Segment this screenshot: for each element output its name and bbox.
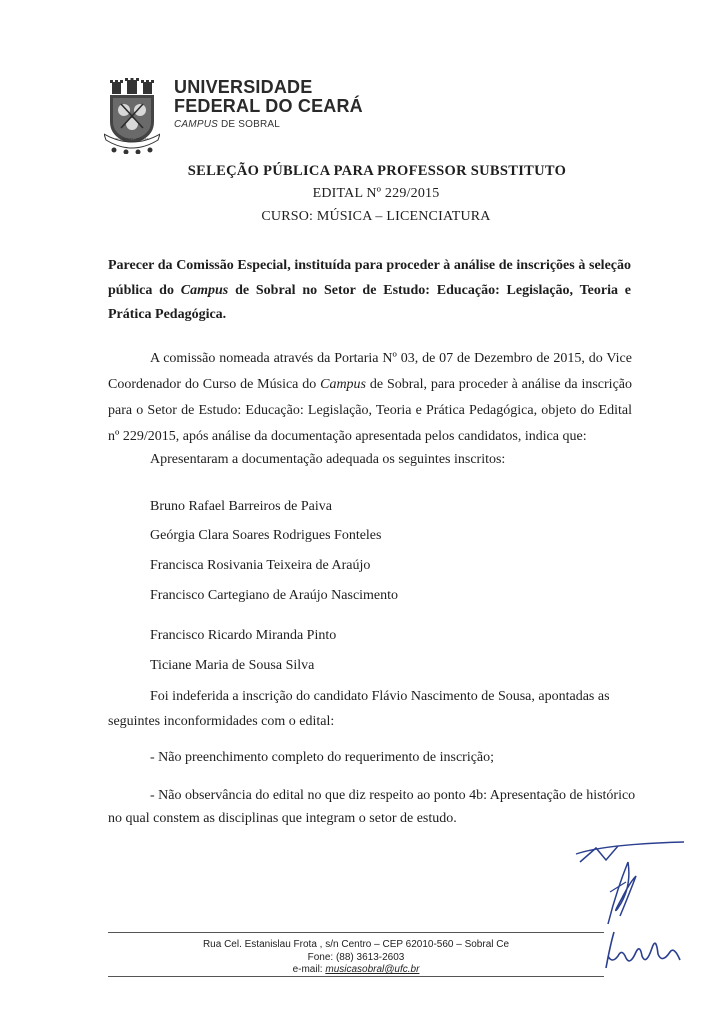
footer-address: Rua Cel. Estanislau Frota , s/n Centro – CEP 62010-560 – Sobral Ce [202,939,510,950]
selection-title: SELEÇÃO PÚBLICA PARA PROFESSOR SUBSTITUTO [187,163,567,179]
campus-rest: DE SOBRAL [217,119,281,130]
parecer-heading [108,254,631,328]
footer-bottom-rule [108,976,604,977]
edital-number: EDITAL Nº 229/2015 [312,186,440,201]
campus-italic: CAMPUS [174,119,218,130]
university-name-line1: UNIVERSIDADE [174,77,313,97]
footer-top-rule [108,932,604,933]
footer [108,939,604,977]
footer-email-line [108,964,604,977]
campus-name [174,119,363,130]
inconformidade-item-1: - Não preenchimento completo do requerimento de inscrição; [150,750,495,765]
intro-part1: A comissão nomeada através da Portaria Nº 03, de 07 de Dezembro de 2015, do Vice Coordenador do Curso de Música do [108,351,632,392]
candidate-item: Francisca Rosivania Teixeira de Araújo [150,558,371,573]
parecer-campus: Campus [180,282,229,298]
indeferida-line2: seguintes inconformidades com o edital: [108,714,335,729]
inconformidade-item-2-line2: no qual constem as disciplinas que integram o setor de estudo. [108,811,457,826]
university-crest-logo [104,78,160,154]
intro-campus: Campus [320,377,367,392]
course-name: CURSO: MÚSICA – LICENCIATURA [261,209,491,224]
crest-motto: IN VERITATE LIBERTAS [115,137,149,141]
candidate-item: Francisco Ricardo Miranda Pinto [150,628,337,643]
handwritten-signature-2 [600,926,684,974]
parecer-part1: Parecer da Comissão Especial, instituída para proceder à análise de inscrições à seleção pública do [108,258,631,298]
university-name-line2: FEDERAL DO CEARÁ [174,96,363,116]
candidate-item: Francisco Cartegiano de Araújo Nascimento [150,588,399,603]
handwritten-signature-1 [566,832,690,936]
parecer-part2: de Sobral no Setor de Estudo: Educação: Legislação, Teoria e Prática Pedagógica. [108,282,632,322]
footer-phone: Fone: (88) 3613-2603 [307,951,405,963]
footer-email-link[interactable]: musicasobral@ufc.br [325,964,420,975]
inconformidade-item-2-line1: - Não observância do edital no que diz respeito ao ponto 4b: Apresentação de histórico [150,788,636,803]
intro-paragraph [108,346,632,450]
apresentaram-line: Apresentaram a documentação adequada os seguintes inscritos: [150,452,506,467]
footer-email-label: e-mail: [292,964,326,975]
candidate-item: Ticiane Maria de Sousa Silva [150,658,315,673]
candidate-item: Geórgia Clara Soares Rodrigues Fonteles [150,528,382,543]
document-heading [0,160,724,228]
indeferida-line1: Foi indeferida a inscrição do candidato Flávio Nascimento de Sousa, apontadas as [150,689,610,704]
university-name-block [174,78,363,130]
intro-part2: de Sobral, para proceder à análise da inscrição para o Setor de Estudo: Educação: Legislação, Teoria e Prática Pedagógica, objeto do Edital nº 229/2015, após análise da documentação apresentada pelos candidatos, indica que: [108,377,633,444]
candidate-item: Bruno Rafael Barreiros de Paiva [150,499,332,514]
